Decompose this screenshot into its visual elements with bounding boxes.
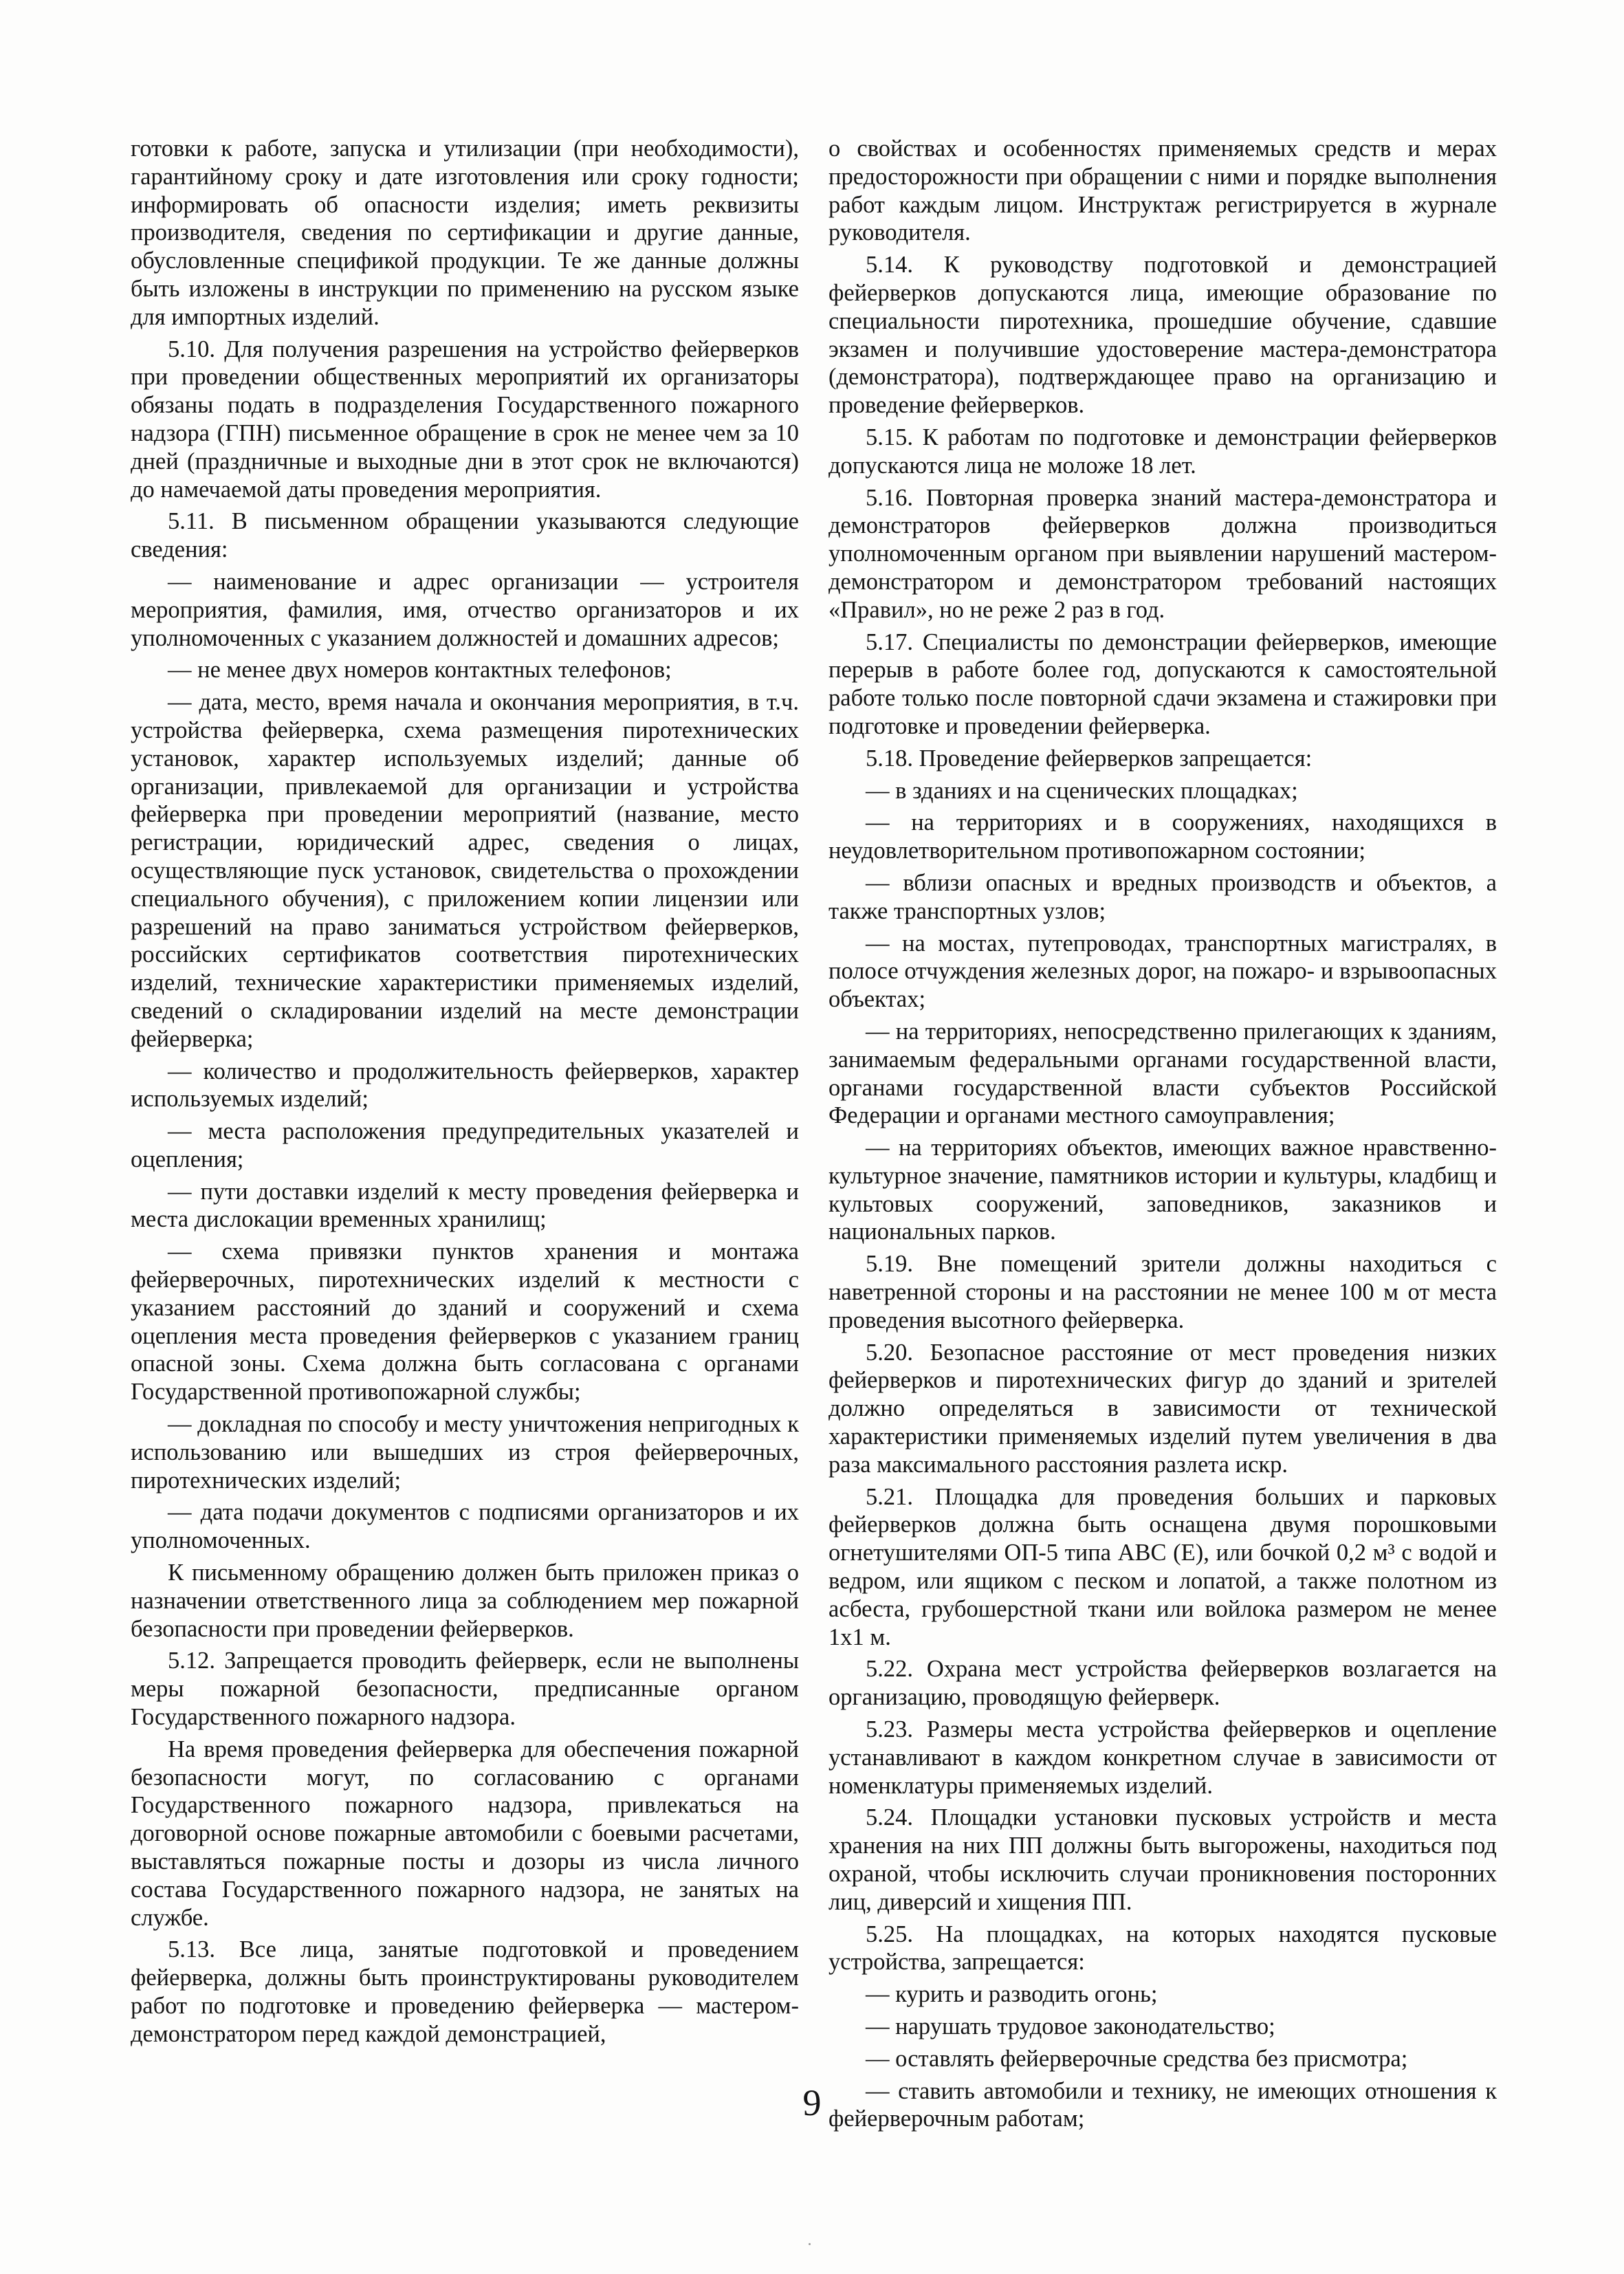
right-paragraph: 5.23. Размеры места устройства фейерверков и оцепление устанавливают в каждом конкретном случае в зависимости от номенклатуры применяемых изделий. <box>829 1716 1497 1799</box>
left-paragraph: К письменному обращению должен быть приложен приказ о назначении ответственного лица за соблюдением мер пожарной безопасности при проведении фейерверков. <box>131 1560 799 1642</box>
right-paragraph: 5.15. К работам по подготовке и демонстрации фейерверков допускаются лица не моложе 18 лет. <box>829 424 1497 479</box>
right-paragraph: — на территориях и в сооружениях, находящихся в неудовлетворительном противопожарном состоянии; <box>829 809 1497 864</box>
right-paragraph: — на территориях объектов, имеющих важное нравственно-культурное значение, памятников истории и культуры, кладбищ и культовых сооружений, заповедников, заказников и национальных парков. <box>829 1135 1497 1245</box>
right-paragraph: 5.25. На площадках, на которых находятся пусковые устройства, запрещается: <box>829 1921 1497 1976</box>
scan-speck <box>809 2243 811 2245</box>
right-paragraph: 5.22. Охрана мест устройства фейерверков возлагается на организацию, проводящую фейерверк. <box>829 1656 1497 1711</box>
left-paragraph: — дата подачи документов с подписями организаторов и их уполномоченных. <box>131 1499 799 1554</box>
left-paragraph: — не менее двух номеров контактных телефонов; <box>168 657 672 684</box>
right-paragraph: 5.19. Вне помещений зрители должны находиться с наветренной стороны и на расстоянии не менее 100 м от места проведения высотного фейерверка. <box>829 1251 1497 1333</box>
left-paragraph: — схема привязки пунктов хранения и монтажа фейерверочных, пиротехнических изделий к местности с указанием расстояний до зданий и сооружений и схема оцепления места проведения фейерверков с указанием границ опасной зоны. Схема должна быть согласована с органами Государственной противопожарной службы; <box>131 1238 799 1406</box>
left-paragraph: — докладная по способу и месту уничтожения непригодных к использованию или вышедших из строя фейерверочных, пиротехнических изделий; <box>131 1411 799 1494</box>
right-paragraph: 5.18. Проведение фейерверков запрещается: <box>866 745 1313 772</box>
right-paragraph: — в зданиях и на сценических площадках; <box>866 777 1298 804</box>
right-paragraph: — на территориях, непосредственно прилегающих к зданиям, занимаемым федеральными органами государственной власти, органами государственной власти субъектов Российской Федерации и органами местного самоуправления; <box>829 1018 1497 1129</box>
right-paragraph: 5.16. Повторная проверка знаний мастера-демонстратора и демонстраторов фейерверков должна производиться уполномоченным органом при выявлении нарушений мастером-демонстратором и демонстратором требований настоящих «Правил», но не реже 2 раз в год. <box>829 484 1497 623</box>
right-paragraph: 5.20. Безопасное расстояние от мест проведения низких фейерверков и пиротехнических фигур до зданий и зрителей должно определяться в зависимости от технической характеристики применяемых изделий путем увеличения в два раза максимального расстояния разлета искр. <box>829 1339 1497 1478</box>
right-text-column <box>829 135 1497 2137</box>
left-paragraph: — места расположения предупредительных указателей и оцепления; <box>131 1118 799 1172</box>
right-paragraph: — курить и разводить огонь; <box>866 1981 1158 2008</box>
right-paragraph: 5.21. Площадка для проведения больших и парковых фейерверков должна быть оснащена двумя порошковыми огнетушителями ОП-5 типа АВС (Е), или бочкой 0,2 м³ с водой и ведром, или ящиком с песком и лопатой, а также полотном из асбеста, грубошерстной ткани или войлока размером не менее 1х1 м. <box>829 1483 1497 1650</box>
right-paragraph: — на мостах, путепроводах, транспортных магистралях, в полосе отчуждения железных дорог, на пожаро- и взрывоопасных объектах; <box>829 930 1497 1013</box>
left-paragraph: На время проведения фейерверка для обеспечения пожарной безопасности могут, по согласованию с органами Государственного пожарного надзора, привлекаться на договорной основе пожарные автомобили с боевыми расчетами, выставляться пожарные посты и дозоры из числа личного состава Государственного пожарного надзора, не занятых на службе. <box>131 1736 799 1931</box>
right-paragraph: — ставить автомобили и технику, не имеющих отношения к фейерверочным работам; <box>829 2077 1497 2132</box>
left-paragraph: — дата, место, время начала и окончания мероприятия, в т.ч. устройства фейерверка, схема размещения пиротехнических установок, характер используемых изделий; данные об организации, привлекаемой для организации и устройства фейерверка при проведении мероприятий (название, место регистрации, юридический адрес, сведения о лицах, осуществляющие пуск установок, свидетельства о прохождении специального обучения), с приложением копии лицензии или разрешений на право заниматься устройством фейерверков, российских сертификатов соответствия пиротехнических изделий, технические характеристики применяемых изделий, сведений о складировании изделий на месте демонстрации фейерверка; <box>131 689 799 1052</box>
right-paragraph: о свойствах и особенностях применяемых средств и мерах предосторожности при обращении с ними и порядке выполнения работ каждым лицом. Инструктаж регистрируется в журнале руководителя. <box>829 135 1497 246</box>
right-paragraph: 5.17. Специалисты по демонстрации фейерверков, имеющие перерыв в работе более год, допускаются к самостоятельной работе только после повторной сдачи экзамена и стажировки при подготовке и проведении фейерверка. <box>829 628 1497 739</box>
right-paragraph: — оставлять фейерверочные средства без присмотра; <box>866 2045 1408 2072</box>
left-paragraph: готовки к работе, запуска и утилизации (при необходимости), гарантийному сроку и дате изготовления или сроку годности; информировать об опасности изделия; иметь реквизиты производителя, сведения по сертификации и другие данные, обусловленные спецификой продукции. Те же данные должны быть изложены в инструкции по применению на русском языке для импортных изделий. <box>131 135 799 330</box>
left-paragraph: — пути доставки изделий к месту проведения фейерверка и места дислокации временных хранилищ; <box>131 1178 799 1233</box>
left-text-column <box>131 135 799 2053</box>
page-number: 9 <box>802 2082 822 2123</box>
left-paragraph: 5.13. Все лица, занятые подготовкой и проведением фейерверка, должны быть проинструктированы руководителем работ по подготовке и проведению фейерверка — мастером-демонстратором перед каждой демонстрацией, <box>131 1936 799 2047</box>
right-paragraph: 5.14. К руководству подготовкой и демонстрацией фейерверков допускаются лица, имеющие образование по специальности пиротехника, прошедшие обучение, сдавшие экзамен и получившие удостоверение мастера-демонстратора (демонстратора), подтверждающее право на организацию и проведение фейерверков. <box>829 252 1497 419</box>
right-paragraph: 5.24. Площадки установки пусковых устройств и места хранения на них ПП должны быть выгорожены, находиться под охраной, чтобы исключить случаи проникновения посторонних лиц, диверсий и хищения ПП. <box>829 1804 1497 1915</box>
right-paragraph: — нарушать трудовое законодательство; <box>866 2013 1275 2040</box>
left-paragraph: 5.12. Запрещается проводить фейерверк, если не выполнены меры пожарной безопасности, предписанные органом Государственного пожарного надзора. <box>131 1648 799 1731</box>
right-paragraph: — вблизи опасных и вредных производств и объектов, а также транспортных узлов; <box>829 869 1497 924</box>
left-paragraph: — наименование и адрес организации — устроителя мероприятия, фамилия, имя, отчество организаторов и их уполномоченных с указанием должностей и домашних адресов; <box>131 568 799 651</box>
left-paragraph: — количество и продолжительность фейерверков, характер используемых изделий; <box>131 1058 799 1113</box>
left-paragraph: 5.10. Для получения разрешения на устройство фейерверков при проведении общественных мероприятий их организаторы обязаны подать в подразделения Государственного пожарного надзора (ГПН) письменное обращение в срок не менее чем за 10 дней (праздничные и выходные дни в этот срок не включаются) до намечаемой даты проведения мероприятия. <box>131 336 799 503</box>
left-paragraph: 5.11. В письменном обращении указываются следующие сведения: <box>131 508 799 563</box>
